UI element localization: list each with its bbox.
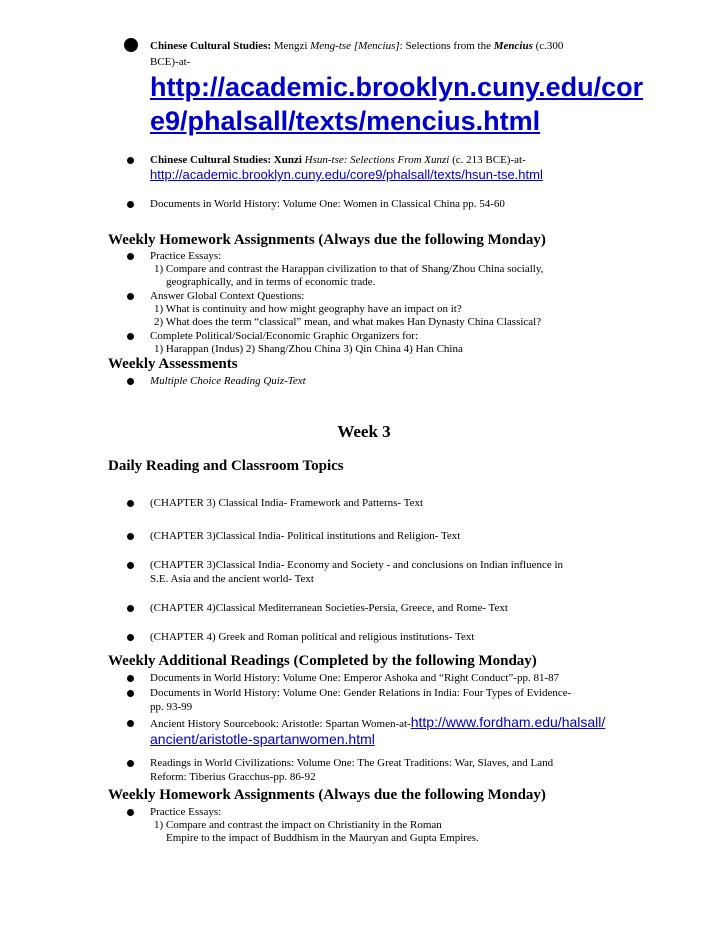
bullet — [127, 720, 134, 727]
mencius-date: (c.300 — [532, 40, 564, 52]
mencius-link-line2[interactable]: e9/phalsall/texts/mencius.html — [150, 106, 541, 136]
mencius-work: Mencius — [493, 40, 533, 52]
organizers-list: 1) Harappan (Indus) 2) Shang/Zhou China 3) Qin China 4) Han China — [154, 343, 463, 355]
homework-heading: Weekly Homework Assignments (Always due the following Monday) — [108, 232, 546, 248]
daily-topic-2: (CHAPTER 3)Classical India- Political institutions and Religion- Text — [150, 530, 461, 542]
reading-gender: Documents in World History: Volume One: Gender Relations in India: Four Types of Evidence- — [150, 687, 572, 699]
bullet — [127, 760, 134, 767]
aristotle-link-part1[interactable]: http://www.fordham.edu/halsall/ — [410, 714, 606, 730]
reading-ashoka: Documents in World History: Volume One: Emperor Ashoka and “Right Conduct”-pp. 81-87 — [150, 672, 560, 684]
week-title: Week 3 — [337, 422, 391, 441]
bullet — [127, 809, 134, 816]
bullet — [127, 293, 134, 300]
bullet — [127, 500, 134, 507]
mencius-label: Chinese Cultural Studies: — [150, 40, 272, 52]
mencius-reading — [150, 39, 563, 53]
organizers-label: Complete Political/Social/Economic Graphic Organizers for: — [150, 330, 419, 342]
assessments-heading: Weekly Assessments — [108, 356, 238, 372]
homework-heading-2: Weekly Homework Assignments (Always due the following Monday) — [108, 787, 546, 803]
bullet — [127, 675, 134, 682]
xunzi-date: (c. 213 BCE)-at- — [449, 154, 526, 166]
daily-topic-3-cont: S.E. Asia and the ancient world- Text — [150, 573, 314, 585]
daily-topic-3: (CHAPTER 3)Classical India- Economy and Society - and conclusions on Indian influence in — [150, 559, 564, 571]
assessment-item: Multiple Choice Reading Quiz-Text — [150, 375, 306, 387]
reading-aristotle — [150, 715, 605, 731]
bullet — [127, 333, 134, 340]
xunzi-reading — [150, 153, 526, 167]
women-reading: Documents in World History: Volume One: Women in Classical China pp. 54-60 — [150, 198, 505, 210]
xunzi-title: Hsun-tse: Selections From Xunzi — [301, 154, 450, 166]
daily-topic-5: (CHAPTER 4) Greek and Roman political and religious institutions- Text — [150, 631, 475, 643]
practice-essay-2-line2: Empire to the impact of Buddhism in the Mauryan and Gupta Empires. — [166, 832, 479, 844]
practice-essay-1-cont: geographically, and in terms of economic trade. — [166, 276, 376, 288]
mencius-name: Mengzi — [271, 40, 311, 52]
bullet — [127, 533, 134, 540]
bullet — [127, 690, 134, 697]
reading-civilizations: Readings in World Civilizations: Volume One: The Great Traditions: War, Slaves, and Land — [150, 757, 554, 769]
reading-civilizations-cont: Reform: Tiberius Gracchus-pp. 86-92 — [150, 771, 316, 783]
practice-essay-2-line1: 1) Compare and contrast the impact on Christianity in the Roman — [154, 819, 442, 831]
mencius-line2: BCE)-at- — [150, 56, 191, 68]
practice-essays-label-2: Practice Essays: — [150, 806, 222, 818]
bullet — [127, 378, 134, 385]
practice-essay-1: 1) Compare and contrast the Harappan civilization to that of Shang/Zhou China socially, — [154, 263, 544, 275]
xunzi-label: Chinese Cultural Studies: Xunzi — [150, 154, 302, 166]
daily-heading: Daily Reading and Classroom Topics — [108, 458, 344, 474]
bullet — [127, 157, 134, 164]
global-context-label: Answer Global Context Questions: — [150, 290, 305, 302]
practice-essays-label: Practice Essays: — [150, 250, 222, 262]
aristotle-link-part2[interactable]: ancient/aristotle-spartanwomen.html — [150, 731, 375, 747]
bullet — [127, 634, 134, 641]
reading-gender-cont: pp. 93-99 — [150, 701, 193, 713]
bullet — [124, 38, 138, 52]
mencius-link-line1[interactable]: http://academic.brooklyn.cuny.edu/cor — [150, 72, 644, 102]
bullet — [127, 562, 134, 569]
aristotle-text: Ancient History Sourcebook: Aristotle: Spartan Women-at- — [150, 718, 411, 730]
global-question-2: 2) What does the term “classical” mean, and what makes Han Dynasty China Classical? — [154, 316, 542, 328]
bullet — [127, 253, 134, 260]
bullet — [127, 201, 134, 208]
global-question-1: 1) What is continuity and how might geography have an impact on it? — [154, 303, 462, 315]
additional-heading: Weekly Additional Readings (Completed by the following Monday) — [108, 653, 537, 669]
mencius-title: Meng-tse [Mencius] — [310, 40, 400, 52]
daily-topic-4: (CHAPTER 4)Classical Mediterranean Societies-Persia, Greece, and Rome- Text — [150, 602, 508, 614]
mencius-mid: : Selections from the — [399, 40, 494, 52]
xunzi-link[interactable]: http://academic.brooklyn.cuny.edu/core9/phalsall/texts/hsun-tse.html — [150, 167, 543, 182]
daily-topic-1: (CHAPTER 3) Classical India- Framework and Patterns- Text — [150, 497, 424, 509]
bullet — [127, 605, 134, 612]
